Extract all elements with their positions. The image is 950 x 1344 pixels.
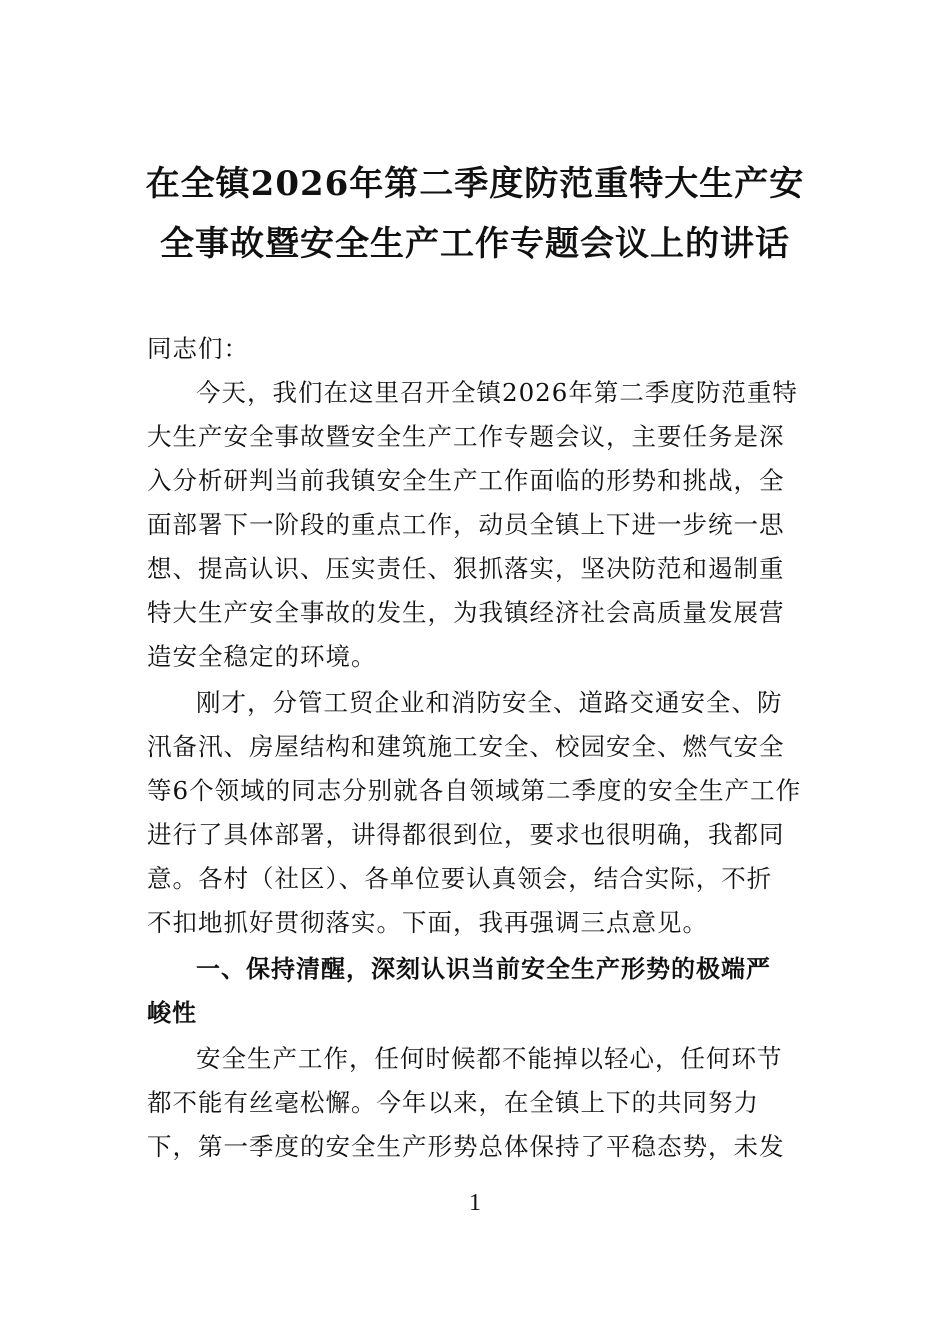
document-title-line-1: 在全镇2026年第二季度防范重特大生产安 — [145, 164, 805, 204]
paragraph-line: 想、提高认识、压实责任、狠抓落实，坚决防范和遏制重 — [147, 554, 785, 583]
paragraph-line: 面部署下一阶段的重点工作，动员全镇上下进一步统一思 — [147, 510, 785, 539]
paragraph-line: 等6个领域的同志分别就各自领域第二季度的安全生产工作 — [147, 776, 802, 805]
heading-line: 峻性 — [147, 999, 197, 1027]
paragraph-line: 大生产安全事故暨安全生产工作专题会议，主要任务是深 — [147, 422, 785, 451]
paragraph-line: 不扣地抓好贯彻落实。下面，我再强调三点意见。 — [147, 908, 708, 937]
paragraph-line: 刚才，分管工贸企业和消防安全、道路交通安全、防 — [196, 688, 783, 717]
paragraph-line: 汛备汛、房屋结构和建筑施工安全、校园安全、燃气安全 — [147, 732, 785, 761]
paragraph-line: 都不能有丝毫松懈。今年以来，在全镇上下的共同努力 — [147, 1088, 759, 1117]
paragraph-line: 下，第一季度的安全生产形势总体保持了平稳态势，未发 — [147, 1132, 785, 1161]
document-title-line-2: 全事故暨安全生产工作专题会议上的讲话 — [160, 224, 790, 264]
paragraph-line: 特大生产安全事故的发生，为我镇经济社会高质量发展营 — [147, 598, 785, 627]
paragraph-line: 安全生产工作，任何时候都不能掉以轻心，任何环节 — [196, 1044, 783, 1073]
paragraph-line: 造安全稳定的环境。 — [147, 642, 377, 671]
paragraph-line: 进行了具体部署，讲得都很到位，要求也很明确，我都同 — [147, 820, 785, 849]
salutation: 同志们： — [147, 334, 249, 363]
heading-line: 一、保持清醒，深刻认识当前安全生产形势的极端严 — [196, 955, 771, 983]
paragraph-line: 意。各村（社区）、各单位要认真领会，结合实际，不折 — [147, 864, 773, 893]
paragraph-line: 今天，我们在这里召开全镇2026年第二季度防范重特 — [196, 378, 798, 407]
page-number: 1 — [469, 1190, 481, 1216]
paragraph-line: 入分析研判当前我镇安全生产工作面临的形势和挑战，全 — [147, 466, 785, 495]
